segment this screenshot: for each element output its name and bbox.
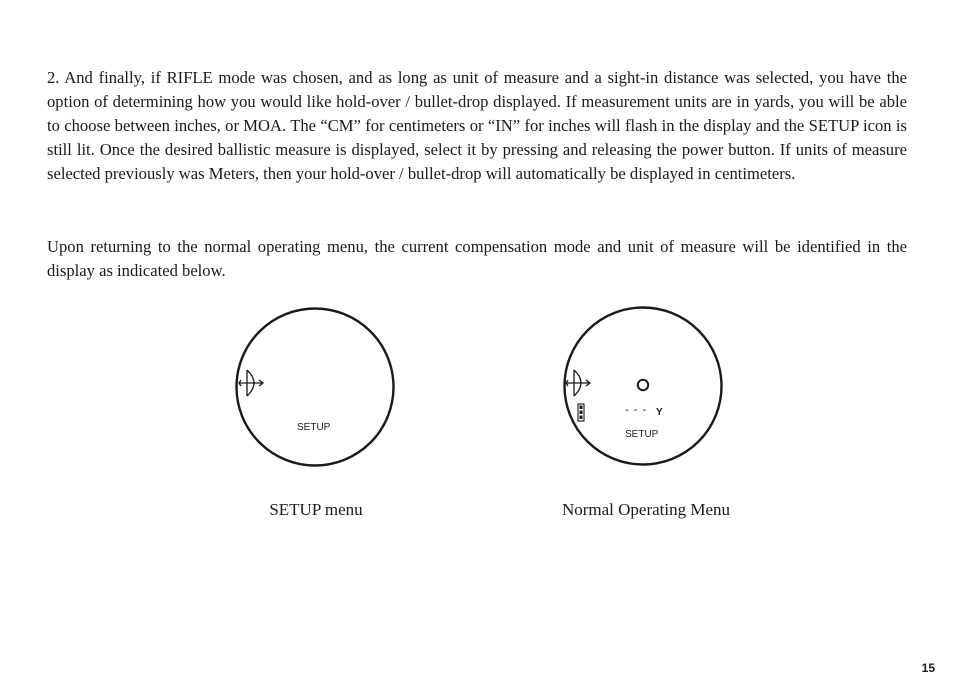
- distance-dashes: - - -: [625, 404, 648, 416]
- normal-operating-display: [561, 304, 727, 470]
- bow-icon: [566, 370, 590, 396]
- normal-operating-caption: Normal Operating Menu: [561, 500, 731, 519]
- page-number: 15: [921, 661, 935, 675]
- setup-menu-caption: SETUP menu: [269, 500, 363, 519]
- reticle-circle-icon: [638, 380, 648, 390]
- setup-menu-display: [232, 304, 398, 470]
- instruction-paragraph-rifle-units: 2. And finally, if RIFLE mode was chosen, and as long as unit of measure and a sight-in distance was selected, you have the option of determining how you would like hold-over / bullet-drop displayed. If measurement units are in yards, you will be able to choose between inches, or MOA. The “CM” for centimeters or “IN” for inches will flash in the display and the SETUP icon is still lit. Once the desired ballistic measure is displayed, select it by pressing and releasing the power button. If units of measure selected previously was Meters, then your hold-over / bullet-drop will automatically be displayed in centimeters.: [47, 68, 907, 183]
- instruction-paragraph-normal-menu: Upon returning to the normal operating menu, the current compensation mode and unit of measure will be identified in the display as indicated below.: [47, 237, 907, 280]
- setup-label: SETUP: [297, 422, 331, 433]
- unit-label: Y: [656, 407, 663, 418]
- bow-icon: [239, 370, 263, 396]
- battery-icon: [578, 404, 584, 421]
- setup-label: SETUP: [625, 429, 659, 440]
